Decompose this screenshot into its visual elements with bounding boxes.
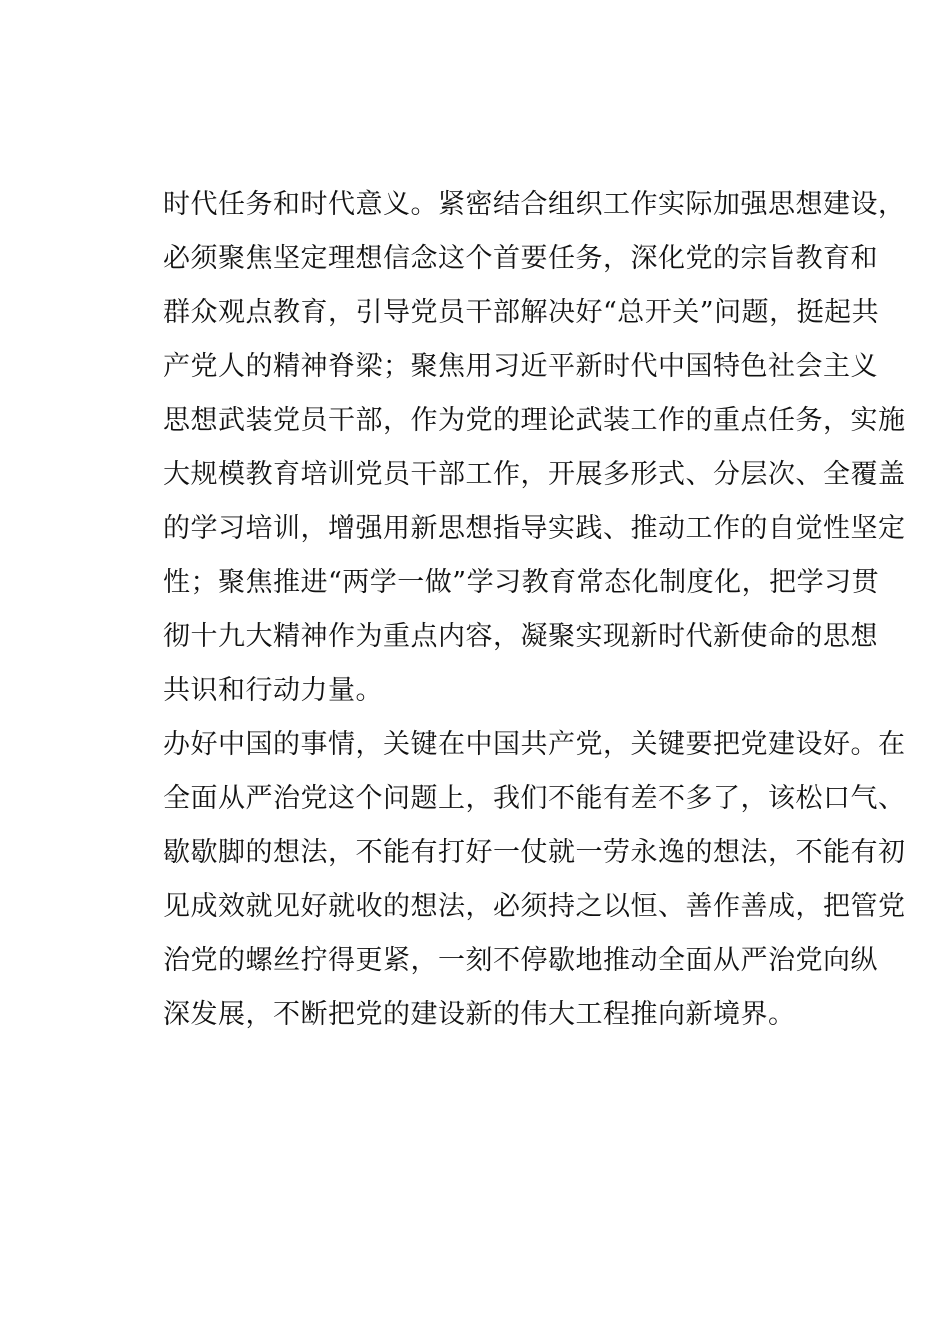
text-line: 见成效就见好就收的想法，必须持之以恒、善作善成，把管党 (163, 891, 906, 922)
text-line: 共识和行动力量。 (163, 675, 383, 706)
text-line: 大规模教育培训党员干部工作，开展多形式、分层次、全覆盖 (163, 459, 906, 490)
text-line: 思想武装党员干部，作为党的理论武装工作的重点任务，实施 (163, 405, 906, 436)
text-line: 产党人的精神脊梁；聚焦用习近平新时代中国特色社会主义 (163, 351, 878, 382)
text-line: 时代任务和时代意义。紧密结合组织工作实际加强思想建设， (163, 189, 906, 220)
paragraph-2 (163, 718, 906, 1042)
paragraph-1 (163, 178, 906, 718)
text-line: 歇歇脚的想法，不能有打好一仗就一劳永逸的想法，不能有初 (163, 837, 906, 868)
text-line: 彻十九大精神作为重点内容，凝聚实现新时代新使命的思想 (163, 621, 878, 652)
text-line: 治党的螺丝拧得更紧，一刻不停歇地推动全面从严治党向纵 (163, 945, 878, 976)
text-line: 群众观点教育，引导党员干部解决好“总开关”问题，挺起共 (163, 297, 880, 328)
text-line: 性；聚焦推进“两学一做”学习教育常态化制度化，把学习贯 (163, 567, 880, 598)
text-line: 深发展，不断把党的建设新的伟大工程推向新境界。 (163, 999, 796, 1030)
body-text (163, 178, 906, 1042)
text-line: 的学习培训，增强用新思想指导实践、推动工作的自觉性坚定 (163, 513, 906, 544)
text-line: 全面从严治党这个问题上，我们不能有差不多了，该松口气、 (163, 783, 906, 814)
text-line: 必须聚焦坚定理想信念这个首要任务，深化党的宗旨教育和 (163, 243, 878, 274)
text-line: 办好中国的事情，关键在中国共产党，关键要把党建设好。在 (163, 729, 906, 760)
